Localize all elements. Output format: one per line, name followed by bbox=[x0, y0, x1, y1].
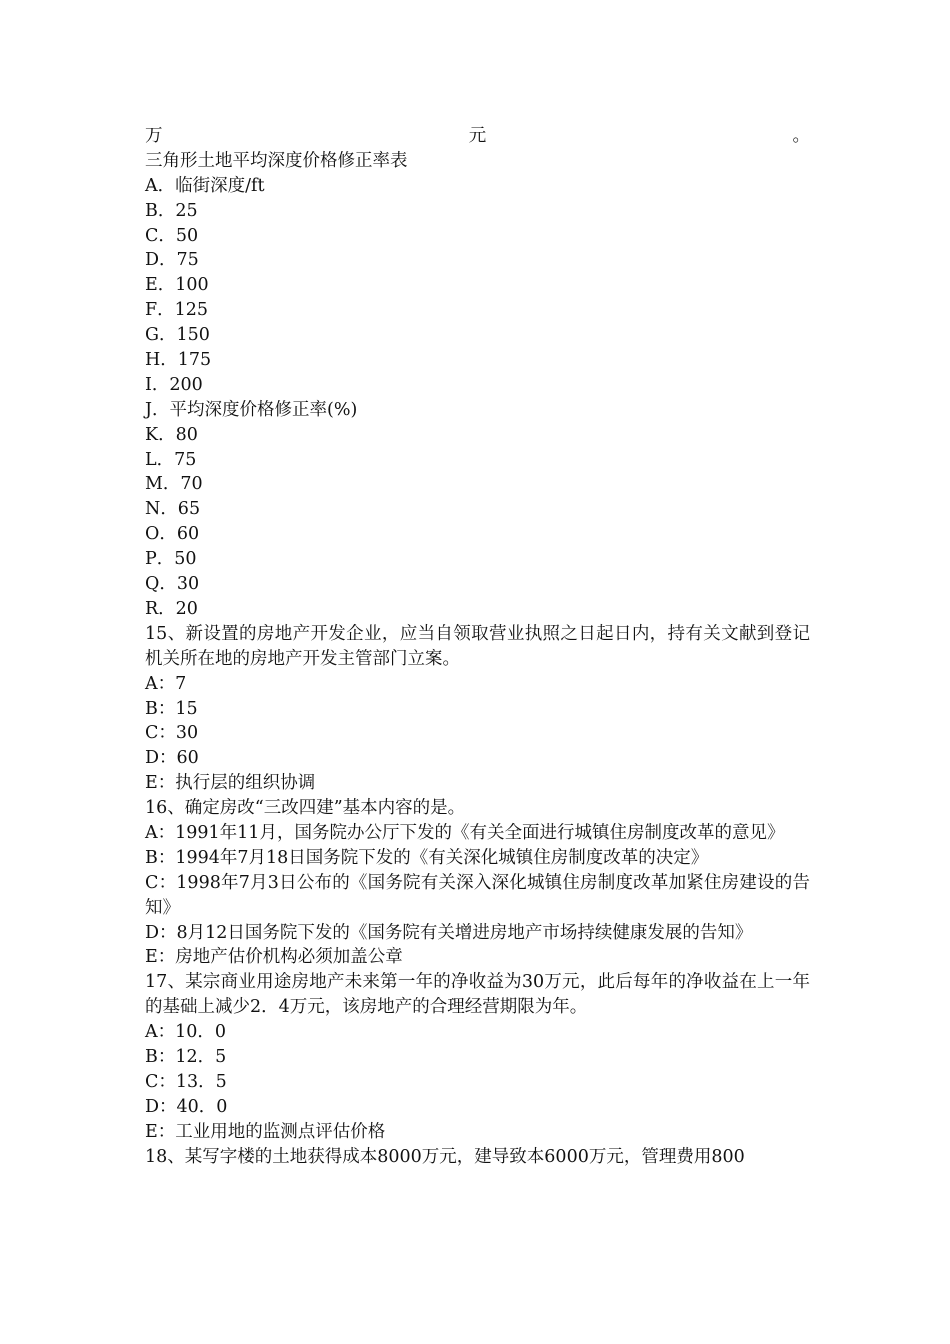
list-item: K．80 bbox=[145, 424, 198, 445]
option-item: A：10．0 bbox=[145, 1022, 227, 1043]
list-item: E．100 bbox=[145, 275, 209, 296]
option-item: D：60 bbox=[145, 748, 199, 769]
list-item: H．175 bbox=[145, 350, 212, 371]
option-item: C：13．5 bbox=[145, 1071, 227, 1092]
option-item: D：8月12日国务院下发的《国务院有关增进房地产市场持续健康发展的告知》 bbox=[145, 922, 753, 943]
header-unit-wan: 万 bbox=[145, 126, 163, 146]
question-15: 15、新设置的房地产开发企业，应当自领取营业执照之日起日内，持有关文献到登记机关所在地的房地产开发主管部门立案。 bbox=[145, 623, 810, 669]
list-item: O．60 bbox=[145, 524, 200, 545]
option-item: C：1998年7月3日公布的《国务院有关深入深化城镇住房制度改革加紧住房建设的告知》 bbox=[145, 872, 810, 918]
list-item: B．25 bbox=[145, 200, 198, 221]
header-unit-yuan: 元 bbox=[468, 126, 487, 146]
question-18: 18、某写字楼的土地获得成本8000万元，建导致本6000万元，管理费用800 bbox=[145, 1146, 745, 1167]
option-item: D：40．0 bbox=[145, 1096, 228, 1117]
list-item: A．临街深度/ft bbox=[145, 175, 265, 196]
option-item: C：30 bbox=[145, 723, 199, 744]
option-item: A：7 bbox=[145, 673, 187, 694]
list-item: C．50 bbox=[145, 225, 199, 246]
document-page bbox=[145, 124, 810, 1170]
option-item: B：12．5 bbox=[145, 1047, 227, 1068]
list-item: G．150 bbox=[145, 325, 210, 346]
list-item: F．125 bbox=[145, 300, 209, 321]
list-item: J．平均深度价格修正率(%) bbox=[145, 399, 358, 420]
option-item: B：15 bbox=[145, 698, 198, 719]
list-item: L．75 bbox=[145, 449, 197, 470]
option-item: E：房地产估价机构必须加盖公章 bbox=[145, 947, 403, 968]
list-item: I．200 bbox=[145, 374, 203, 395]
question-16: 16、确定房改“三改四建”基本内容的是。 bbox=[145, 798, 466, 819]
list-item: P．50 bbox=[145, 549, 197, 570]
list-item: Q．30 bbox=[145, 574, 200, 595]
option-item: E：执行层的组织协调 bbox=[145, 773, 316, 794]
list-item: R．20 bbox=[145, 598, 198, 619]
list-item: N．65 bbox=[145, 499, 201, 520]
option-item: A：1991年11月，国务院办公厅下发的《有关全面进行城镇住房制度改革的意见》 bbox=[145, 822, 785, 843]
question-17: 17、某宗商业用途房地产未来第一年的净收益为30万元，此后每年的净收益在上一年的基础上减少2．4万元，该房地产的合理经营期限为年。 bbox=[145, 972, 810, 1018]
list-item: D．75 bbox=[145, 250, 199, 271]
table-title: 三角形土地平均深度价格修正率表 bbox=[145, 150, 408, 171]
header-period: 。 bbox=[792, 126, 810, 146]
header-row bbox=[145, 124, 810, 149]
list-item: M．70 bbox=[145, 474, 203, 495]
option-item: B：1994年7月18日国务院下发的《有关深化城镇住房制度改革的决定》 bbox=[145, 847, 709, 868]
option-item: E：工业用地的监测点评估价格 bbox=[145, 1121, 386, 1142]
